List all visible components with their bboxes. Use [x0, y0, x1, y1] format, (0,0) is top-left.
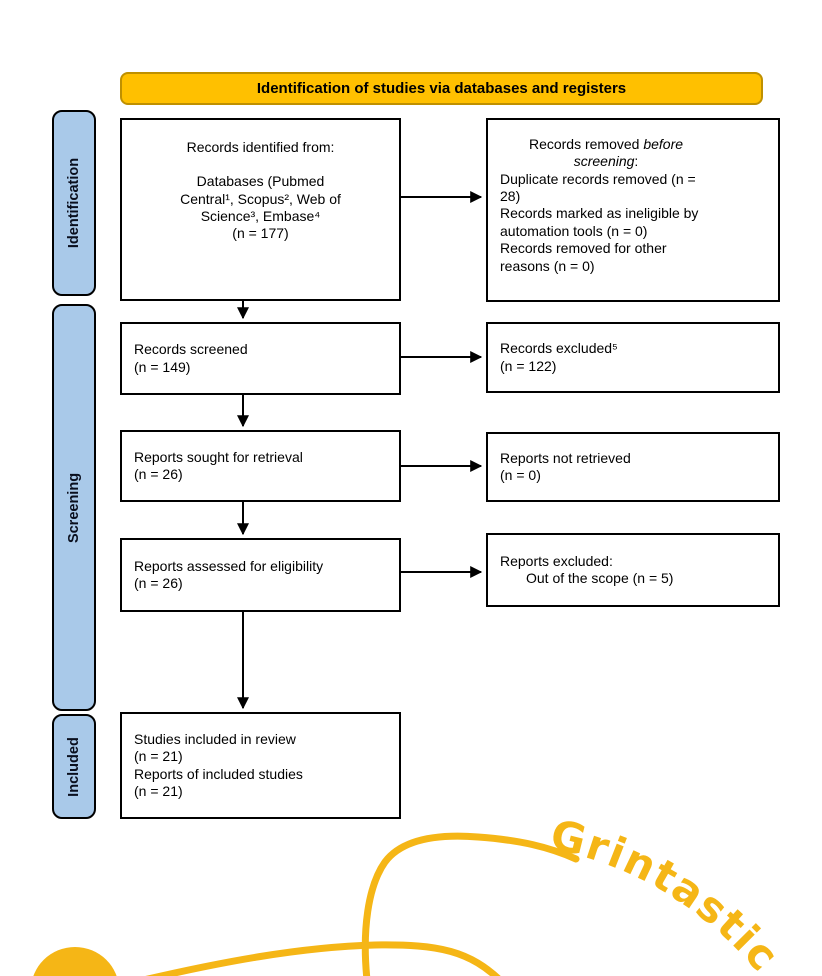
box-title: Reports excluded: — [500, 552, 613, 569]
banner-title: Identification of studies via databases and registers — [120, 72, 763, 105]
box-count: (n = 149) — [134, 358, 191, 375]
box-line: Duplicate records removed (n = 28) — [500, 170, 696, 205]
box-line: Records marked as ineligible by automation tools (n = 0) — [500, 205, 699, 239]
box-count: (n = 122) — [500, 357, 557, 374]
box-line: Reports sought for retrieval — [134, 448, 303, 465]
stage-label-identification — [52, 110, 96, 296]
box-reports-assessed — [120, 538, 401, 612]
box-count: (n = 177) — [232, 225, 289, 242]
box-reports-not-retrieved — [486, 432, 780, 502]
spacer — [122, 156, 399, 173]
watermark-underline-curve — [135, 945, 502, 976]
box-count: (n = 21) — [134, 748, 183, 765]
box-count: (n = 0) — [500, 467, 541, 483]
box-count: (n = 26) — [134, 575, 183, 591]
box-count: (n = 21) — [134, 782, 183, 799]
box-line: Reports assessed for eligibility — [134, 557, 324, 574]
box-records-removed — [486, 118, 780, 302]
box-content — [500, 136, 712, 275]
box-title: Records identified from: — [186, 139, 335, 155]
box-records-screened — [120, 322, 401, 395]
stage-label-text: Included — [66, 736, 82, 797]
stage-label-text: Screening — [66, 472, 83, 543]
stage-label-text: Identification — [66, 157, 83, 249]
stage-label-screening — [52, 304, 96, 711]
watermark-dome-shape — [31, 947, 119, 976]
svg-text:Grintastic — [546, 810, 790, 976]
box-line: Reports of included studies — [134, 765, 303, 782]
title-part: Records removed — [528, 136, 644, 152]
box-line: Records excluded⁵ — [500, 340, 618, 357]
box-line: Reports not retrieved — [500, 449, 631, 466]
box-reports-sought — [120, 430, 401, 502]
box-line: Databases (Pubmed Central¹, Scopus², Web of Science³, Embase⁴ — [180, 173, 341, 225]
box-count: (n = 26) — [134, 466, 183, 482]
title-part: : — [634, 153, 639, 170]
box-line: Studies included in review — [134, 730, 296, 747]
box-records-excluded — [486, 322, 780, 393]
box-line: Out of the scope (n = 5) — [526, 570, 674, 586]
title-italic-part: before screening — [573, 136, 684, 170]
watermark-swoosh-curve — [365, 836, 576, 976]
box-reports-excluded — [486, 533, 780, 607]
watermark-text: Grintastic — [545, 809, 790, 976]
box-studies-included — [120, 712, 401, 819]
box-line: Records screened — [134, 341, 248, 358]
box-title — [500, 136, 712, 171]
box-line: Records removed for other reasons (n = 0) — [500, 240, 667, 274]
box-records-identified — [120, 118, 401, 301]
stage-label-included — [52, 714, 96, 819]
